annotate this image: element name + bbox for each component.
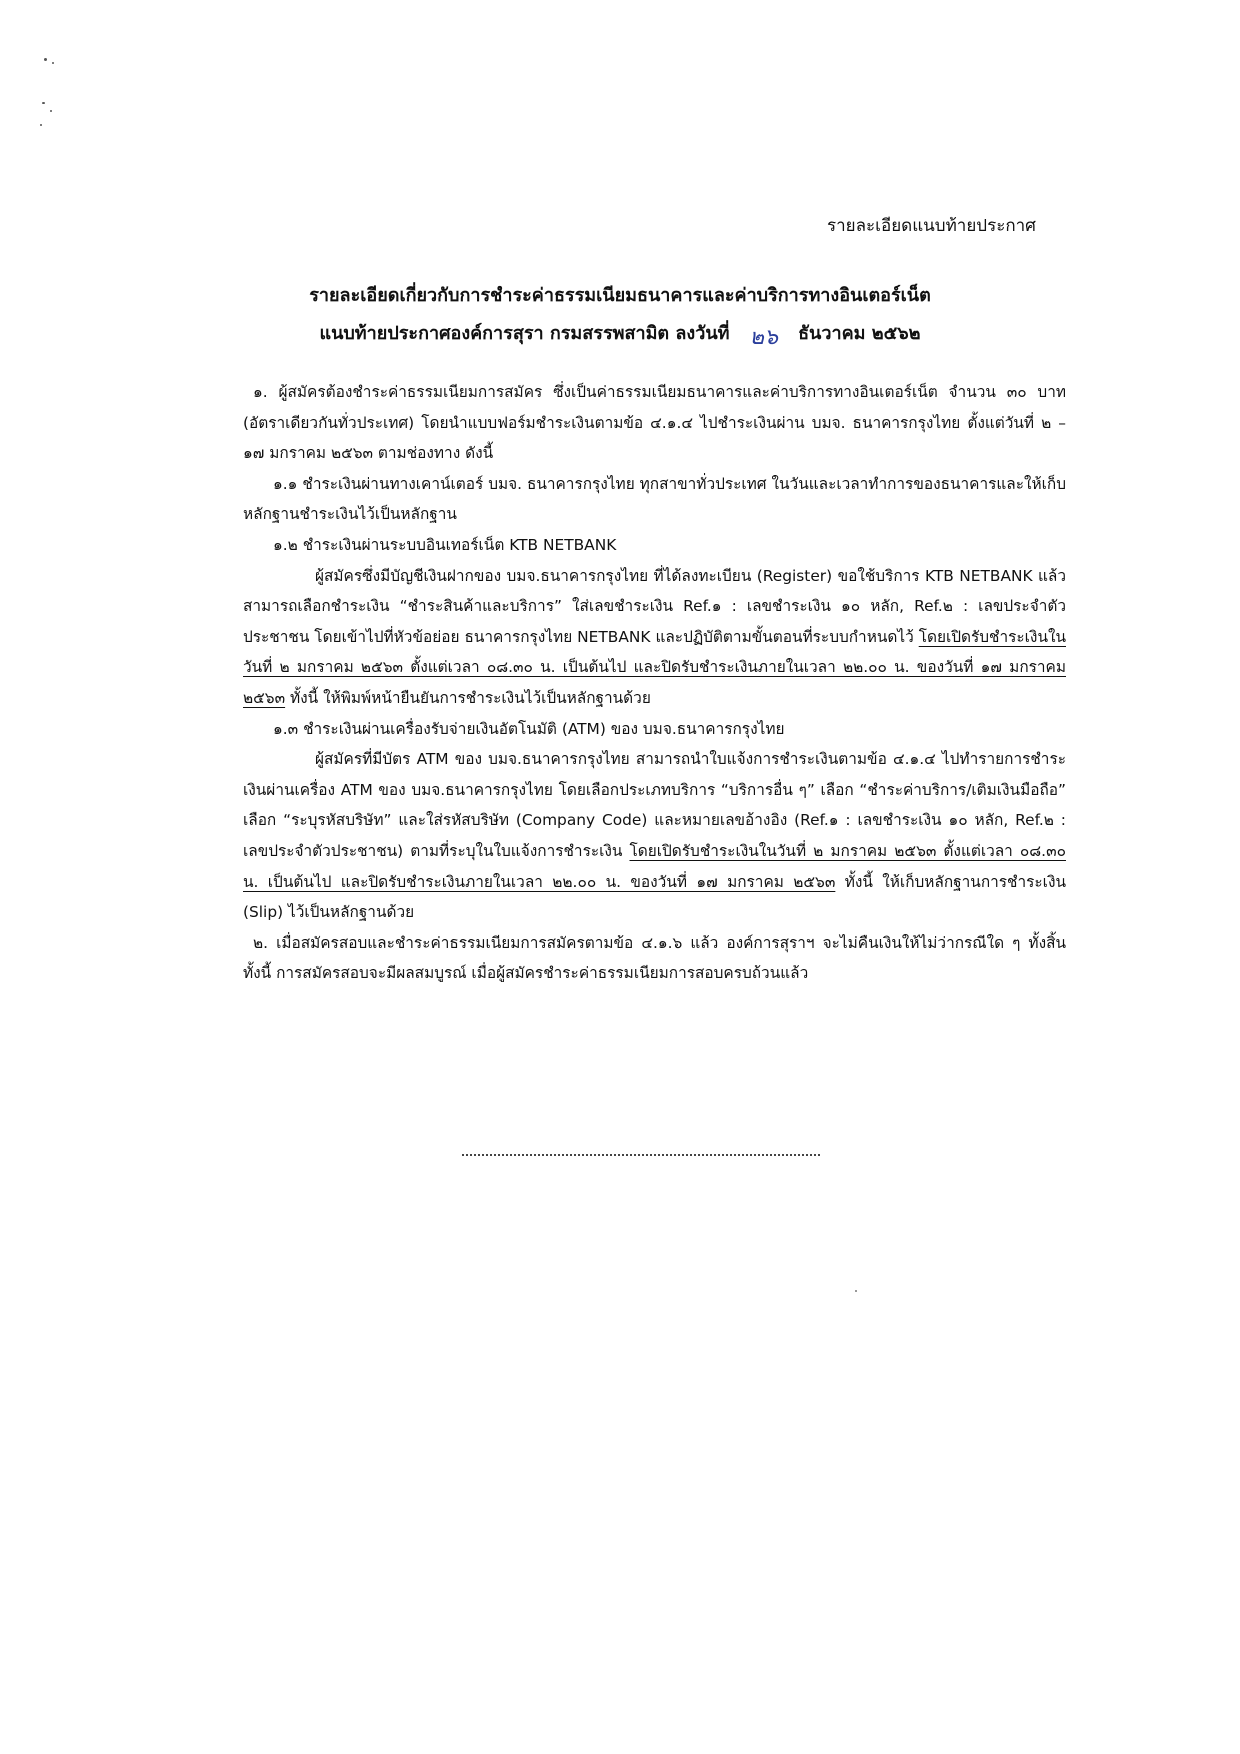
section-1-3-body [243, 744, 1066, 928]
annex-label: รายละเอียดแนบท้ายประกาศ [827, 216, 1036, 236]
document-title-line-1: รายละเอียดเกี่ยวกับการชำระค่าธรรมเนียมธนาคารและค่าบริการทางอินเตอร์เน็ต [309, 285, 931, 306]
section-1-3-text-b: ทั้งนี้ ให้เก็บหลักฐานการชำระเงิน (Slip) ไว้เป็นหลักฐานด้วย [243, 872, 1066, 922]
scan-speck [50, 110, 52, 112]
document-body [243, 377, 1066, 989]
title-line-2-prefix: แนบท้ายประกาศองค์การสุรา กรมสรรพสามิต ลงวันที่ [319, 323, 730, 344]
title-line-2-suffix: ธันวาคม ๒๕๖๒ [798, 323, 921, 344]
section-2: ๒. เมื่อสมัครสอบและชำระค่าธรรมเนียมการสมัครตามข้อ ๔.๑.๖ แล้ว องค์การสุราฯ จะไม่คืนเงินให้ไม่ว่ากรณีใด ๆ ทั้งสิ้น ทั้งนี้ การสมัครสอบจะมีผลสมบูรณ์ เมื่อผู้สมัครชำระค่าธรรมเนียมการสอบครบถ้วนแล้ว [243, 933, 1066, 983]
section-1-3-text-a: ผู้สมัครที่มีบัตร ATM ของ บมจ.ธนาคารกรุงไทย สามารถนำใบแจ้งการชำระเงินตามข้อ ๔.๑.๔ ไปทำรายการชำระเงินผ่านเครื่อง ATM ของ บมจ.ธนาคารกรุงไทย โดยเลือกประเภทบริการ “บริการอื่น ๆ” เลือก “ชำระค่าบริการ/เติมเงินมือถือ” เลือก “ระบุรหัสบริษัท” และใส่รหัสบริษัท (Company Code) และหมายเลขอ้างอิง (Ref.๑ : เลขชำระเงิน ๑๐ หลัก, Ref.๒ : เลขประจำตัวประชาชน) ตามที่ระบุในใบแจ้งการชำระเงิน [243, 750, 1066, 860]
document-title-line-2 [240, 318, 1000, 349]
section-1-2-heading: ๑.๒ ชำระเงินผ่านระบบอินเทอร์เน็ต KTB NETBANK [273, 535, 617, 554]
section-1: ๑. ผู้สมัครต้องชำระค่าธรรมเนียมการสมัคร ซึ่งเป็นค่าธรรมเนียมธนาคารและค่าบริการทางอินเตอร์เน็ต จำนวน ๓๐ บาท (อัตราเดียวกันทั่วประเทศ) โดยนำแบบฟอร์มชำระเงินตามข้อ ๔.๑.๔ ไปชำระเงินผ่าน บมจ. ธนาคารกรุงไทย ตั้งแต่วันที่ ๒ – ๑๗ มกราคม ๒๕๖๓ ตามช่องทาง ดังนี้ [243, 383, 1066, 463]
scan-speck [855, 1290, 857, 1292]
scan-speck [40, 124, 42, 126]
section-1-3-underlined-period: โดยเปิดรับชำระเงินในวันที่ ๒ มกราคม ๒๕๖๓ ตั้งแต่เวลา ๐๘.๓๐ น. เป็นต้นไป และปิดรับชำระเงินภายในเวลา ๒๒.๐๐ น. ของวันที่ ๑๗ มกราคม ๒๕๖๓ [243, 841, 1066, 891]
handwritten-day: ๒๖ [749, 325, 779, 350]
scan-speck [42, 102, 45, 104]
section-1-2-text-b: ทั้งนี้ ให้พิมพ์หน้ายืนยันการชำระเงินไว้เป็นหลักฐานด้วย [290, 688, 651, 707]
section-1-2-text-a: ผู้สมัครซึ่งมีบัญชีเงินฝากของ บมจ.ธนาคารกรุงไทย ที่ได้ลงทะเบียน (Register) ขอใช้บริการ KTB NETBANK แล้วสามารถเลือกชำระเงิน “ชำระสินค้าและบริการ” ใส่เลขชำระเงิน Ref.๑ : เลขชำระเงิน ๑๐ หลัก, Ref.๒ : เลขประจำตัวประชาชน โดยเข้าไปที่หัวข้อย่อย ธนาคารกรุงไทย NETBANK และปฏิบัติตามขั้นตอนที่ระบบกำหนดไว้ [243, 566, 1066, 646]
section-1-3-heading: ๑.๓ ชำระเงินผ่านเครื่องรับจ่ายเงินอัตโนมัติ (ATM) ของ บมจ.ธนาคารกรุงไทย [273, 719, 785, 738]
scan-speck [44, 58, 47, 61]
section-1-1: ๑.๑ ชำระเงินผ่านทางเคาน์เตอร์ บมจ. ธนาคารกรุงไทย ทุกสาขาทั่วประเทศ ในวันและเวลาทำการของธนาคารและให้เก็บหลักฐานชำระเงินไว้เป็นหลักฐาน [243, 474, 1066, 524]
scan-speck [52, 62, 54, 64]
scan-specks [36, 52, 66, 132]
section-1-2-underlined-period: โดยเปิดรับชำระเงินในวันที่ ๒ มกราคม ๒๕๖๓ ตั้งแต่เวลา ๐๘.๓๐ น. เป็นต้นไป และปิดรับชำระเงินภายในเวลา ๒๒.๐๐ น. ของวันที่ ๑๗ มกราคม ๒๕๖๓ [243, 627, 1066, 707]
section-1-2-body [243, 561, 1066, 714]
end-dotted-line [462, 1154, 820, 1156]
